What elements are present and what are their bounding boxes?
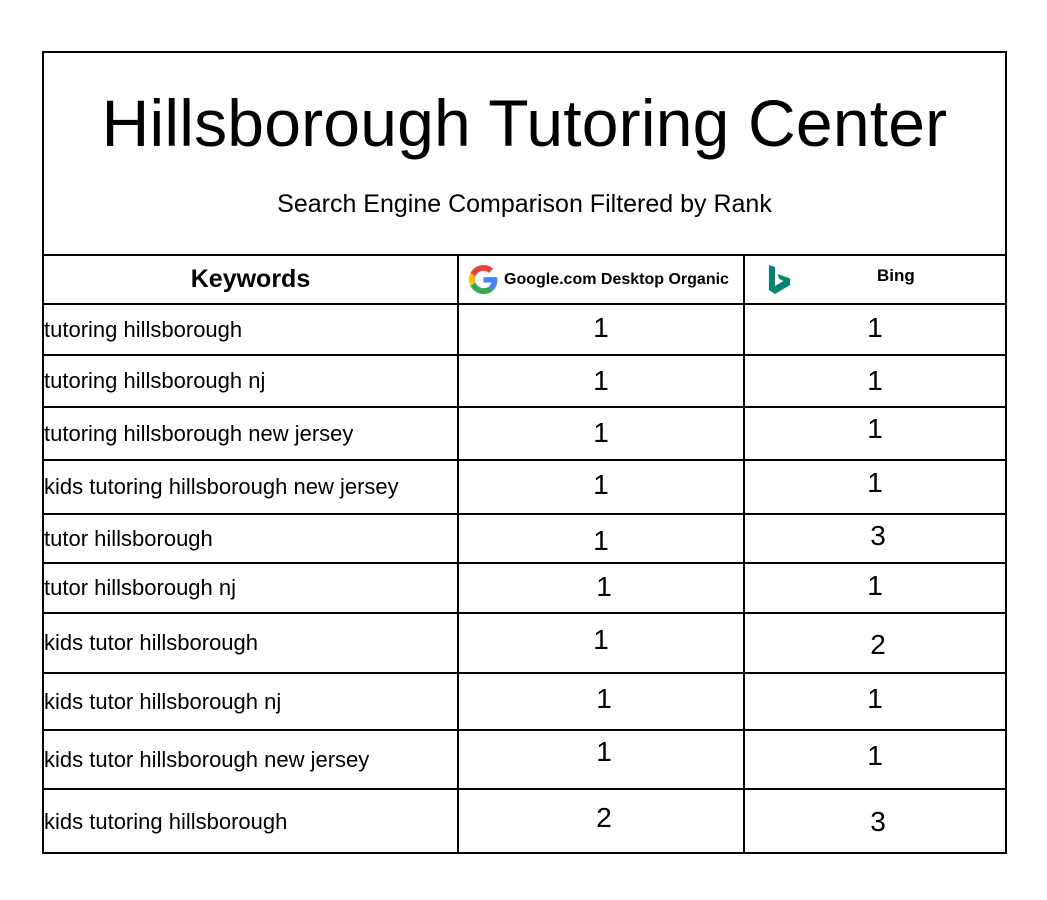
google-rank-cell [458,613,744,673]
google-rank-cell [458,460,744,514]
bing-rank-cell [744,460,1005,514]
keyword-cell: tutoring hillsborough nj [44,355,458,407]
keyword-cell: tutor hillsborough [44,514,458,563]
bing-rank-cell [744,304,1005,355]
bing-rank-cell [744,730,1005,789]
keyword-cell: kids tutoring hillsborough new jersey [44,460,458,514]
google-rank-value: 1 [593,416,609,448]
google-rank-value: 1 [593,311,609,343]
bing-rank-value: 2 [870,629,886,660]
bing-rank-cell [744,673,1005,730]
table-row [44,563,1005,613]
bing-rank-value: 1 [867,570,883,601]
table-row [44,789,1005,853]
rank-table [44,256,1005,853]
bing-rank-cell [744,514,1005,563]
google-rank-cell [458,304,744,355]
bing-logo-icon [769,265,791,295]
bing-rank-value: 3 [870,805,886,837]
bing-header-label: Bing [877,265,915,285]
table-row [44,407,1005,460]
keyword-cell: tutoring hillsborough [44,304,458,355]
keyword-cell: kids tutor hillsborough nj [44,673,458,730]
google-rank-cell [458,730,744,789]
google-logo-icon [469,265,498,294]
keyword-cell: kids tutor hillsborough [44,613,458,673]
report-frame [42,51,1007,854]
google-rank-cell [458,563,744,613]
google-rank-value: 1 [596,571,612,602]
bing-rank-value: 3 [870,519,886,551]
bing-rank-value: 1 [867,467,883,498]
bing-rank-cell [744,563,1005,613]
google-rank-cell [458,355,744,407]
page-title: Hillsborough Tutoring Center [101,86,948,160]
table-row [44,355,1005,407]
bing-rank-value: 1 [867,365,883,396]
bing-rank-value: 1 [867,739,883,771]
google-rank-value: 1 [596,735,612,767]
table-row [44,304,1005,355]
google-rank-value: 1 [593,469,609,500]
header-row [44,256,1005,304]
bing-rank-cell [744,789,1005,853]
table-row [44,673,1005,730]
keyword-cell: tutoring hillsborough new jersey [44,407,458,460]
table-row [44,613,1005,673]
bing-rank-cell [744,355,1005,407]
google-rank-value: 1 [596,682,612,714]
table-row [44,460,1005,514]
bing-header [744,256,1005,304]
google-header-label: Google.com Desktop Organic [504,270,729,288]
bing-rank-cell [744,613,1005,673]
bing-rank-value: 1 [867,311,883,343]
google-rank-cell [458,514,744,563]
bing-rank-value: 1 [867,412,883,444]
google-header [458,256,744,304]
keyword-cell: kids tutoring hillsborough [44,789,458,853]
page-subtitle: Search Engine Comparison Filtered by Rank [277,190,772,218]
google-rank-cell [458,673,744,730]
table-row [44,514,1005,563]
table-row [44,730,1005,789]
title-block [44,53,1005,256]
google-rank-cell [458,407,744,460]
google-rank-value: 2 [596,801,612,833]
google-rank-value: 1 [593,624,609,655]
google-rank-value: 1 [593,524,609,556]
bing-rank-value: 1 [867,682,883,714]
google-rank-value: 1 [593,365,609,396]
keyword-cell: kids tutor hillsborough new jersey [44,730,458,789]
bing-rank-cell [744,407,1005,460]
keywords-header: Keywords [44,256,458,304]
keyword-cell: tutor hillsborough nj [44,563,458,613]
google-rank-cell [458,789,744,853]
